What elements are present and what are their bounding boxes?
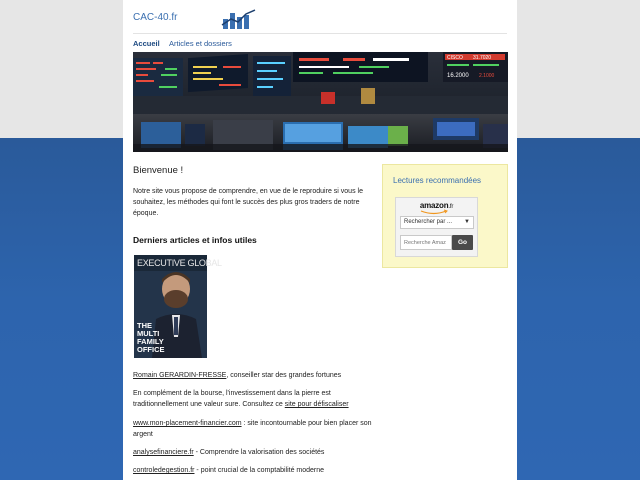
article-link-mon-placement[interactable]: www.mon-placement-financier.com	[133, 420, 242, 427]
article-item	[133, 447, 378, 458]
stock-exchange-banner	[133, 52, 508, 152]
magazine-headline-4: OFFICE	[137, 345, 165, 354]
amazon-smile-icon	[420, 210, 448, 215]
amazon-category-select[interactable]	[400, 216, 474, 229]
amazon-go-button[interactable]: Go	[452, 235, 473, 250]
amazon-search-input[interactable]	[400, 235, 452, 250]
ticker-value-a: 31.7020	[473, 55, 492, 61]
magazine-headline-2: MULTI	[137, 329, 160, 338]
article-item	[133, 418, 378, 440]
magazine-headline-1: THE	[137, 321, 152, 330]
page-container	[123, 0, 517, 480]
main-nav	[123, 34, 517, 52]
amazon-search-widget	[395, 197, 478, 257]
article-text: : site incontournable pour bien placer son argent	[133, 420, 372, 438]
article-link-romain[interactable]: Romain GERARDIN-FRESSE	[133, 372, 227, 379]
magazine-headline-3: FAMILY	[137, 337, 164, 346]
nav-item-accueil[interactable]: Accueil	[133, 39, 160, 48]
article-text: - Comprendre la valorisation des sociétés	[193, 449, 325, 456]
article-item	[133, 388, 378, 410]
site-header	[123, 0, 517, 34]
article-text: - point crucial de la comptabilité moderne	[194, 467, 325, 474]
nav-item-articles[interactable]: Articles et dossiers	[169, 39, 232, 48]
article-item	[133, 370, 378, 381]
article-link-controledegestion[interactable]: controledegestion.fr	[133, 467, 195, 474]
articles-section-heading: Derniers articles et infos utiles	[133, 235, 257, 245]
magazine-cover-image[interactable]	[134, 255, 222, 358]
bar-chart-logo-icon[interactable]	[222, 7, 256, 31]
recommended-readings-box	[382, 164, 508, 268]
sidebar-title: Lectures recommandées	[393, 176, 482, 185]
article-link-defiscaliser[interactable]: site pour défiscaliser	[284, 401, 349, 408]
welcome-heading: Bienvenue !	[133, 165, 184, 176]
article-item	[133, 465, 378, 476]
chevron-down-icon: ▼	[464, 219, 470, 225]
amazon-logo[interactable]: amazon.fr	[419, 201, 454, 210]
article-text: , conseiller star des grandes fortunes	[226, 372, 342, 379]
amazon-select-value: Rechercher par ...	[404, 219, 453, 225]
intro-paragraph: Notre site vous propose de comprendre, en vue de le reproduire si vous le souhaitez, les méthodes qui font le succès des plus gros traders de notre époque.	[133, 188, 363, 217]
site-title[interactable]: CAC-40.fr	[133, 12, 178, 23]
article-link-analysefinanciere[interactable]: analysefinanciere.fr	[133, 449, 194, 456]
trading-floor-image	[133, 52, 508, 152]
magazine-masthead: EXECUTIVE GLOBAL	[137, 258, 222, 268]
ticker-value-c: 2.1000	[479, 73, 495, 79]
ticker-value-b: 16.2000	[447, 73, 469, 79]
article-text: En complément de la bourse, l'investissement dans la pierre est traditionnellement une valeur sure. Consultez ce	[133, 390, 331, 408]
ticker-cisco: CISCO	[447, 55, 463, 61]
